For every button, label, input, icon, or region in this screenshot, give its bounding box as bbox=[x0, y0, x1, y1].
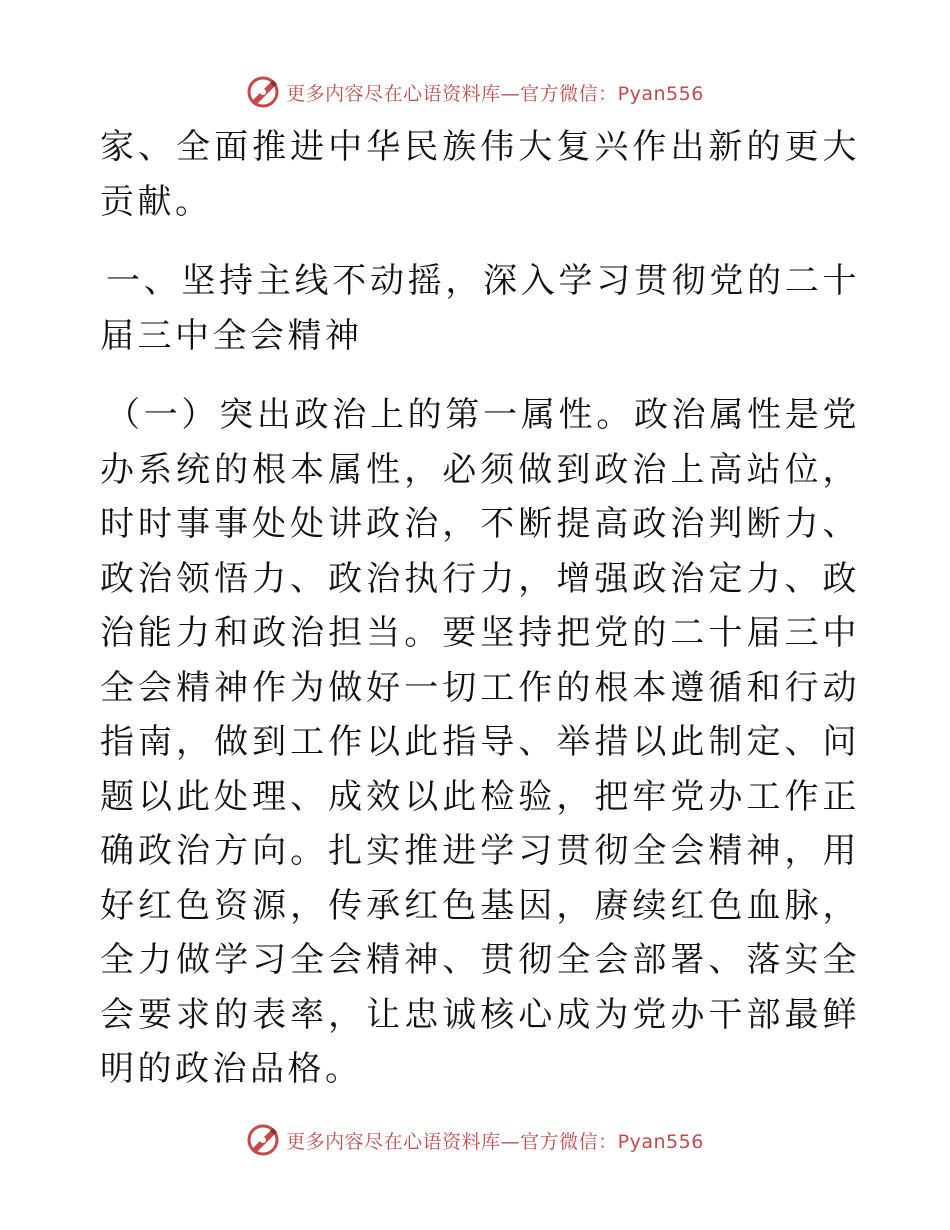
document-body bbox=[100, 120, 860, 1097]
watermark-text: 更多内容尽在心语资料库—官方微信：Pyan556 bbox=[286, 82, 704, 105]
header-watermark bbox=[0, 72, 950, 112]
footer-watermark bbox=[0, 1120, 950, 1160]
pen-logo-icon bbox=[246, 75, 280, 109]
pen-logo-icon bbox=[246, 1123, 280, 1157]
watermark-text: 更多内容尽在心语资料库—官方微信：Pyan556 bbox=[286, 1130, 704, 1153]
paragraph: （一）突出政治上的第一属性。政治属性是党办系统的根本属性，必须做到政治上高站位，时时事事处处讲政治，不断提高政治判断力、政治领悟力、政治执行力，增强政治定力、政治能力和政治担当。要坚持把党的二十届三中全会精神作为做好一切工作的根本遵循和行动指南，做到工作以此指导、举措以此制定、问题以此处理、成效以此检验，把牢党办工作正确政治方向。扎实推进学习贯彻全会精神，用好红色资源，传承红色基因，赓续红色血脉，全力做学习全会精神、贯彻全会部署、落实全会要求的表率，让忠诚核心成为党办干部最鲜明的政治品格。 bbox=[100, 395, 860, 1089]
paragraph: 家、全面推进中华民族伟大复兴作出新的更大贡献。 bbox=[100, 127, 860, 222]
section-heading: 一、坚持主线不动摇，深入学习贯彻党的二十届三中全会精神 bbox=[100, 261, 860, 356]
